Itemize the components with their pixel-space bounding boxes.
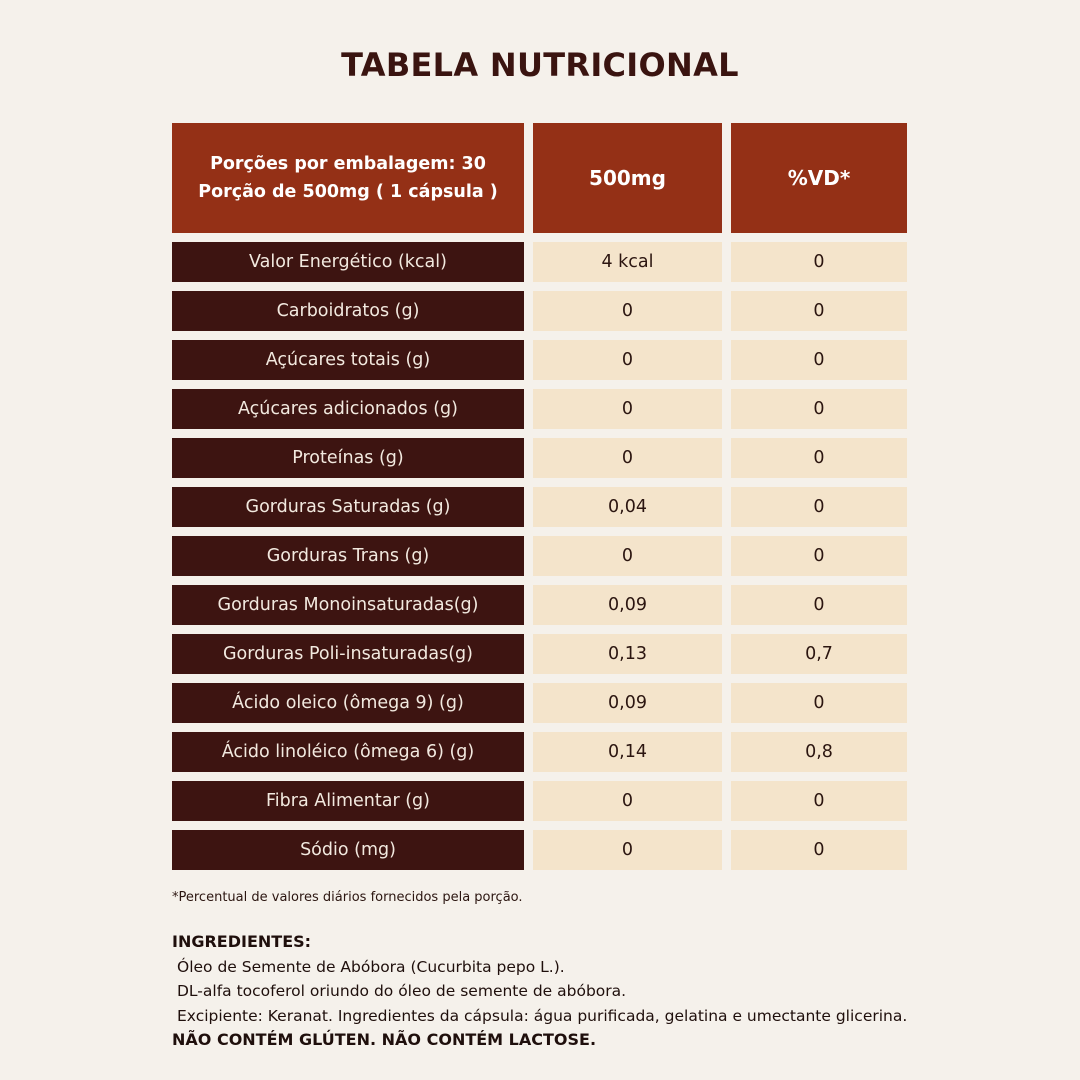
allergen-warning: NÃO CONTÉM GLÚTEN. NÃO CONTÉM LACTOSE. — [172, 1030, 597, 1049]
nutrient-daily-value: 0,7 — [731, 634, 907, 674]
nutrient-daily-value: 0 — [731, 389, 907, 429]
ingredients-section — [172, 930, 1052, 1053]
nutrient-daily-value: 0 — [731, 242, 907, 282]
page-title: TABELA NUTRICIONAL — [341, 46, 739, 84]
table-row — [172, 683, 907, 723]
nutrient-name: Açúcares adicionados (g) — [172, 389, 524, 429]
ingredients-title: INGREDIENTES: — [172, 932, 312, 951]
nutrient-amount: 0 — [533, 536, 722, 576]
nutrient-name: Gorduras Monoinsaturadas(g) — [172, 585, 524, 625]
nutrient-amount: 0 — [533, 830, 722, 870]
nutrient-daily-value: 0 — [731, 830, 907, 870]
nutrient-daily-value: 0 — [731, 536, 907, 576]
nutrient-name: Fibra Alimentar (g) — [172, 781, 524, 821]
nutrient-amount: 0 — [533, 438, 722, 478]
table-header — [172, 123, 907, 233]
nutrient-amount: 4 kcal — [533, 242, 722, 282]
table-row — [172, 781, 907, 821]
nutrient-name: Gorduras Saturadas (g) — [172, 487, 524, 527]
nutrient-name: Gorduras Poli-insaturadas(g) — [172, 634, 524, 674]
nutrient-daily-value: 0 — [731, 291, 907, 331]
nutrient-amount: 0,13 — [533, 634, 722, 674]
nutrient-amount: 0,09 — [533, 683, 722, 723]
table-row — [172, 487, 907, 527]
header-portion-size: Porção de 500mg ( 1 cápsula ) — [198, 182, 498, 202]
header-daily-value: %VD* — [731, 123, 907, 233]
table-row — [172, 389, 907, 429]
header-portions-per-package: Porções por embalagem: 30 — [210, 154, 486, 174]
nutrient-amount: 0,09 — [533, 585, 722, 625]
header-portion-info — [172, 123, 524, 233]
nutrient-amount: 0 — [533, 781, 722, 821]
nutrition-table-body — [172, 242, 907, 879]
nutrient-amount: 0 — [533, 340, 722, 380]
table-row — [172, 438, 907, 478]
table-row — [172, 585, 907, 625]
nutrient-daily-value: 0 — [731, 781, 907, 821]
nutrient-amount: 0,14 — [533, 732, 722, 772]
nutrient-name: Ácido linoléico (ômega 6) (g) — [172, 732, 524, 772]
ingredient-line: Excipiente: Keranat. Ingredientes da cápsula: água purificada, gelatina e umectante glicerina. — [177, 1006, 908, 1025]
table-row — [172, 291, 907, 331]
table-row — [172, 536, 907, 576]
nutrient-name: Sódio (mg) — [172, 830, 524, 870]
footnote: *Percentual de valores diários fornecidos pela porção. — [172, 890, 523, 905]
nutrient-daily-value: 0 — [731, 585, 907, 625]
nutrient-name: Açúcares totais (g) — [172, 340, 524, 380]
nutrient-amount: 0 — [533, 389, 722, 429]
nutrient-daily-value: 0,8 — [731, 732, 907, 772]
nutrient-daily-value: 0 — [731, 438, 907, 478]
nutrient-daily-value: 0 — [731, 340, 907, 380]
header-amount: 500mg — [533, 123, 722, 233]
table-row — [172, 830, 907, 870]
nutrient-daily-value: 0 — [731, 683, 907, 723]
nutrient-amount: 0,04 — [533, 487, 722, 527]
table-row — [172, 340, 907, 380]
ingredient-line: Óleo de Semente de Abóbora (Cucurbita pepo L.). — [177, 957, 565, 976]
table-row — [172, 732, 907, 772]
nutrient-name: Gorduras Trans (g) — [172, 536, 524, 576]
nutrient-name: Proteínas (g) — [172, 438, 524, 478]
nutrient-name: Valor Energético (kcal) — [172, 242, 524, 282]
nutrient-name: Ácido oleico (ômega 9) (g) — [172, 683, 524, 723]
nutrient-daily-value: 0 — [731, 487, 907, 527]
nutrient-name: Carboidratos (g) — [172, 291, 524, 331]
nutrient-amount: 0 — [533, 291, 722, 331]
table-row — [172, 242, 907, 282]
ingredient-line: DL-alfa tocoferol oriundo do óleo de semente de abóbora. — [177, 982, 627, 1000]
table-row — [172, 634, 907, 674]
